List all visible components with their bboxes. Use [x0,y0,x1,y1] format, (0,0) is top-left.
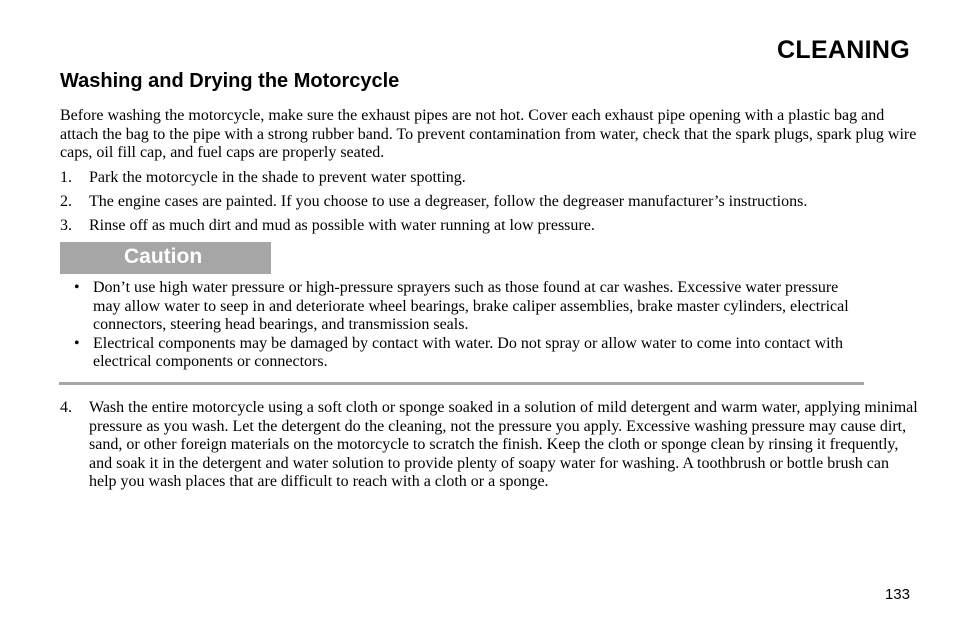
step-item-2 [60,193,920,212]
step-text: Wash the entire motorcycle using a soft cloth or sponge soaked in a solution of mild detergent and warm water, applying minimal pressure as you wash. Let the detergent do the cleaning, not the pressure you apply. Excessive washing pressure may cause dirt, sand, or other foreign materials on the motorcycle to scratch the finish. Keep the cloth or sponge clean by rinsing it frequently, and soak it in the detergent and water solution to provide plenty of soapy water for washing. A toothbrush or bottle brush can help you wash places that are difficult to reach with a cloth or a sponge. [89,399,918,490]
step-item-1 [60,169,920,188]
intro-paragraph: Before washing the motorcycle, make sure the exhaust pipes are not hot. Cover each exhaust pipe opening with a plastic bag and attach the bag to the pipe with a strong rubber band. To prevent contamination from water, check that the spark plugs, spark plug wire caps, oil fill cap, and fuel caps are properly seated. [60,107,917,161]
caution-item-2 [74,335,854,372]
caution-label: Caution [124,245,203,268]
step-text: The engine cases are painted. If you choose to use a degreaser, follow the degreaser manufacturer’s instructions. [89,193,808,210]
step-number: 1. [60,169,72,186]
step-number: 3. [60,217,72,234]
step-number: 2. [60,193,72,210]
bullet-icon: • [74,334,80,352]
caution-item-text: Don’t use high water pressure or high-pressure sprayers such as those found at car washes. Excessive water pressure may allow water to seep in and deteriorate wheel bearings, brake caliper assemblies, brake master cylinders, electrical connectors, steering head bearings, and transmission seals. [93,279,849,333]
step-number: 4. [60,399,72,416]
caution-banner [60,242,271,274]
page-number: 133 [884,586,910,603]
section-title: CLEANING [777,36,910,64]
step-text: Park the motorcycle in the shade to prevent water spotting. [89,169,466,186]
caution-divider [59,382,864,385]
page-heading: Washing and Drying the Motorcycle [60,70,400,92]
step-text: Rinse off as much dirt and mud as possible with water running at low pressure. [89,217,595,234]
step-item-4 [60,399,920,492]
step-item-3 [60,217,920,236]
bullet-icon: • [74,279,80,296]
caution-list [74,279,854,372]
caution-item-text: Electrical components may be damaged by contact with water. Do not spray or allow water to come into contact with electrical components or connectors. [93,334,843,370]
caution-item-1 [74,279,854,335]
